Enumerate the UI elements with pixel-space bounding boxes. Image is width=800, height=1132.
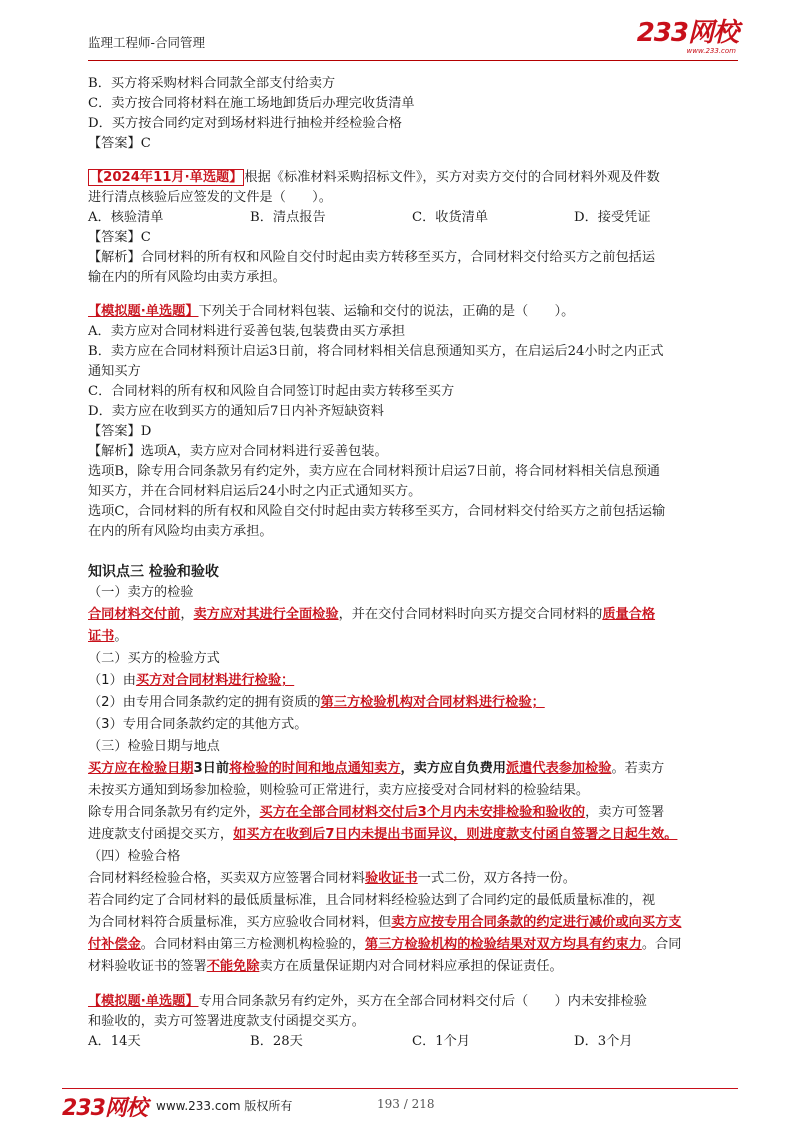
paragraph-acceptance-certificate: 合同材料经检验合格，买卖双方应签署合同材料验收证书一式二份，双方各持一份。 [88,871,576,886]
q0-option-c: C．卖方按合同将材料在施工场地卸货后办理完收货清单 [88,96,415,111]
section-heading: 知识点三 检验和验收 [88,564,219,580]
q1-option-c: C．收货清单 [412,210,489,225]
q1-option-b: B．清点报告 [250,210,326,225]
q2-option-a: A．卖方应对合同材料进行妥善包装,包装费由买方承担 [88,324,406,339]
method-2: （2）由专用合同条款约定的拥有资质的第三方检验机构对合同材料进行检验； [88,695,545,710]
paragraph-progress-payment: 除专用合同条款另有约定外，买方在全部合同材料交付后3个月内未安排检验和验收的，卖方可签署 [88,805,665,820]
paragraph-seller-inspection: 合同材料交付前，卖方应对其进行全面检验，并在交付合同材料时向买方提交合同材料的质量合格 [88,607,656,622]
q3-tag: 【模拟题·单选题】 [88,994,199,1009]
q0-option-d: D．买方按合同约定对到场材料进行抽检并经检验合格 [88,116,402,131]
method-3: （3）专用合同条款约定的其他方式。 [88,717,308,732]
q0-answer: 【答案】C [88,136,151,151]
footer-logo: 233网校 [62,1096,147,1121]
q3-option-a: A．14天 [88,1034,141,1049]
page-footer [62,1088,738,1121]
q2-option-c: C．合同材料的所有权和风险自合同签订时起由卖方转移至买方 [88,384,455,399]
page-header [88,0,738,61]
paragraph-min-quality: 若合同约定了合同材料的最低质量标准，且合同材料经检验达到了合同约定的最低质量标准的，视 [88,893,656,908]
q3-stem: 【模拟题·单选题】专用合同条款另有约定外，买方在全部合同材料交付后（ ）内未安排检验 [88,994,647,1009]
subheading-inspection-pass: （四）检验合格 [88,849,181,864]
q3-option-d: D．3个月 [574,1034,633,1049]
q2-option-d: D．卖方应在收到买方的通知后7日内补齐短缺资料 [88,404,384,419]
q1-tag: 【2024年11月·单选题】 [90,170,243,185]
subheading-inspection-date-place: （三）检验日期与地点 [88,739,220,754]
document-title: 监理工程师-合同管理 [88,35,206,50]
q3-option-b: B．28天 [250,1034,303,1049]
subheading-buyer-inspection-methods: （二）买方的检验方式 [88,651,220,666]
q2-stem: 【模拟题·单选题】下列关于合同材料包装、运输和交付的说法，正确的是（ ）。 [88,304,575,319]
brand-logo: 233网校 [636,18,738,48]
q2-analysis: 【解析】选项A，卖方应对合同材料进行妥善包装。 [88,444,388,459]
q2-answer: 【答案】D [88,424,152,439]
q0-option-b: B．买方将采购材料合同款全部支付给卖方 [88,76,336,91]
q1-stem: 【2024年11月·单选题】 根据《标准材料采购招标文件》，买方对卖方交付的合同材料外观及件数 [90,170,660,185]
q1-options [88,208,748,228]
q1-answer: 【答案】C [88,230,151,245]
method-1: （1）由买方对合同材料进行检验； [88,673,295,688]
q1-option-a: A．核验清单 [88,210,164,225]
q3-options [88,1032,748,1052]
q2-tag: 【模拟题·单选题】 [88,304,199,319]
page-number: 193 / 218 [377,1097,435,1111]
q3-option-c: C．1个月 [412,1034,471,1049]
q1-option-d: D．接受凭证 [574,210,651,225]
q1-analysis: 【解析】合同材料的所有权和风险自交付时起由卖方转移至买方，合同材料交付给买方之前包括运 [88,250,656,265]
q2-option-b: B．卖方应在合同材料预计启运3日前，将合同材料相关信息预通知买方，在启运后24小时之内正式 [88,344,664,359]
paragraph-inspection-date: 买方应在检验日期3日前将检验的时间和地点通知卖方，卖方应自负费用派遣代表参加检验。若卖方 [88,761,665,776]
subheading-seller-inspection: （一）卖方的检验 [88,585,194,600]
brand-logo-url: www.233.com [686,47,736,55]
page-content: B．买方将采购材料合同款全部支付给卖方 C．卖方按合同将材料在施工场地卸货后办理完收货清单 D．买方按合同约定对到场材料进行抽检并经检验合格 【答案】C 【2024年11月·单选题】 根据《标准材料采购招标文件》，买方对卖方交付的合同材料外观及件数 进行清点核验后应签发的文件是（ ）。 A．核验清单 B．清点报告 C．收货清单 D．接受凭证 【答案】C 【解析】合同材料的所有权和风险自交付时起由卖方转移至买方，合同材料交付给买方之前包括运 输在内的所有风险均由卖方承担。 【模拟题·单选题】下列关于合同材料包装、运输和交付的说法，正确的是（ ）。 A．卖方应对合同材料进行妥善包装,包装费由买方承担 B．卖方应在合同材料预计启运3日前，将合同材料相关信息预通知买方，在启运后24小时之内正式 通知买方 C．合同材料的所有权和风险自合同签订时起由卖方转移至买方 D．卖方应在收到买方的通知后7日内补齐短缺资料 【答案】D 【解析】选项A，卖方应对合同材料进行妥善包装。 选项B，除专用合同条款另有约定外，卖方应在合同材料预计启运7日前，将合同材料相关信息预通 知买方，并在合同材料启运后24小时之内正式通知买方。 选项C，合同材料的所有权和风险自交付时起由卖方转移至买方，合同材料交付给买方之前包括运输 在内的所有风险均由卖方承担。 知识点三 检验和验收 （一）卖方的检验 合同材料交付前，卖方应对其进行全面检验，并在交付合同材料时向买方提交合同材料的质量合格 证书。 （二）买方的检验方式 （1）由买方对合同材料进行检验； （2）由专用合同条款约定的拥有资质的第三方检验机构对合同材料进行检验； （3）专用合同条款约定的其他方式。 （三）检验日期与地点 买方应在检验日期3日前将检验的时间和地点通知卖方，卖方应自负费用派遣代表参加检验。若卖方 未按买方通知到场参加检验，则检验可正常进行，卖方应接受对合同材料的检验结果。 除专用合同条款另有约定外，买方在全部合同材料交付后3个月内未安排检验和验收的，卖方可签署 进度款支付函提交买方，如买方在收到后7日内未提出书面异议，则进度款支付函自签署之日起生效。 （四）检验合格 合同材料经检验合格，买卖双方应签署合同材料验收证书一式二份，双方各持一份。 若合同约定了合同材料的最低质量标准，且合同材料经检验达到了合同约定的最低质量标准的，视 为合同材料符合质量标准，买方应验收合同材料，但卖方应按专用合同条款的约定进行减价或向买方支 付补偿金。合同材料由第三方检测机构检验的，第三方检验机构的检验结果对双方均具有约束力。合同 材料验收证书的签署不能免除卖方在质量保证期内对合同材料应承担的保证责任。 【模拟题·单选题】专用合同条款另有约定外，买方在全部合同材料交付后（ ）内未安排检验 和验收的，卖方可签署进度款支付函提交买方。 A．14天 B．28天 C．1个月 D．3个月 [88,74,748,1052]
footer-copyright: www.233.com 版权所有 [156,1099,293,1113]
